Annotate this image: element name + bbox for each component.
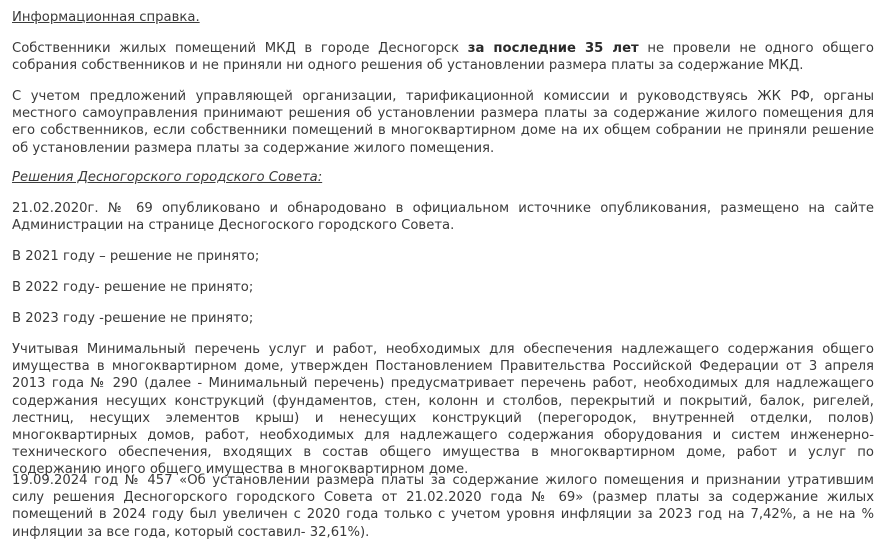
year-2021-line: В 2021 году – решение не принято; — [12, 249, 260, 264]
council-decisions-heading: Решения Десногорского городского Совета: — [12, 170, 323, 185]
paragraph-decision-2020: 21.02.2020г. № 69 опубликовано и обнародовано в официальном источнике опубликования, размещено на сайте Администрации на странице Десногоского городского Совета. — [12, 201, 874, 234]
highlight-35-years: за последние 35 лет — [467, 41, 639, 56]
paragraph-owners-start: Собственники жилых помещений МКД в городе Десногорск — [12, 41, 468, 56]
paragraph-local-government: С учетом предложений управляющей организации, тарификационной комиссии и руководствуясь ЖК РФ, органы местного самоуправления принимают решения об установлении размера платы за содержание жилого помещения для его собственников, если собственники помещений в многоквартирном доме на их общем собрании не приняли решение об установлении размера платы за содержание жилого помещения. — [12, 89, 874, 156]
year-2023-line: В 2023 году -решение не принято; — [12, 311, 254, 326]
paragraph-owners — [12, 40, 874, 74]
document-heading: Информационная справка. — [12, 10, 200, 25]
paragraph-decision-2024: 19.09.2024 год № 457 «Об установлении размера платы за содержание жилого помещения и признании утратившим силу решения Десногорского городского Совета от 21.02.2020 года № 69» (размер платы за содержание жилых помещений в 2024 году был увеличен с 2020 года только с учетом уровня инфляции за 2023 год на 7,42%, а не на % инфляции за все года, который составил- 32,61%). — [12, 473, 874, 540]
year-2022-line: В 2022 году- решение не принято; — [12, 280, 254, 295]
paragraph-owners-end: не провели не одного общего собрания собственников и не приняли ни одного решения об установлении размера платы за содержание МКД. — [12, 41, 874, 74]
paragraph-minimal-list: Учитывая Минимальный перечень услуг и работ, необходимых для обеспечения надлежащего содержания общего имущества в многоквартирном доме, утвержден Постановлением Правительства Российской Федерации от 3 апреля 2013 года № 290 (далее - Минимальный перечень) предусматривает перечень работ, необходимых для надлежащего содержания несущих конструкций (фундаментов, стен, колонн и столбов, перекрытий и покрытий, балок, ригелей, лестниц, несущих элементов крыш) и ненесущих конструкций (перегородок, внутренней отделки, полов) многоквартирных домов, работ, необходимых для надлежащего содержания оборудования и систем инженерно-технического обеспечения, входящих в состав общего имущества в многоквартирном доме, работ и услуг по содержанию иного общего имущества в многоквартирном доме. — [12, 342, 874, 478]
